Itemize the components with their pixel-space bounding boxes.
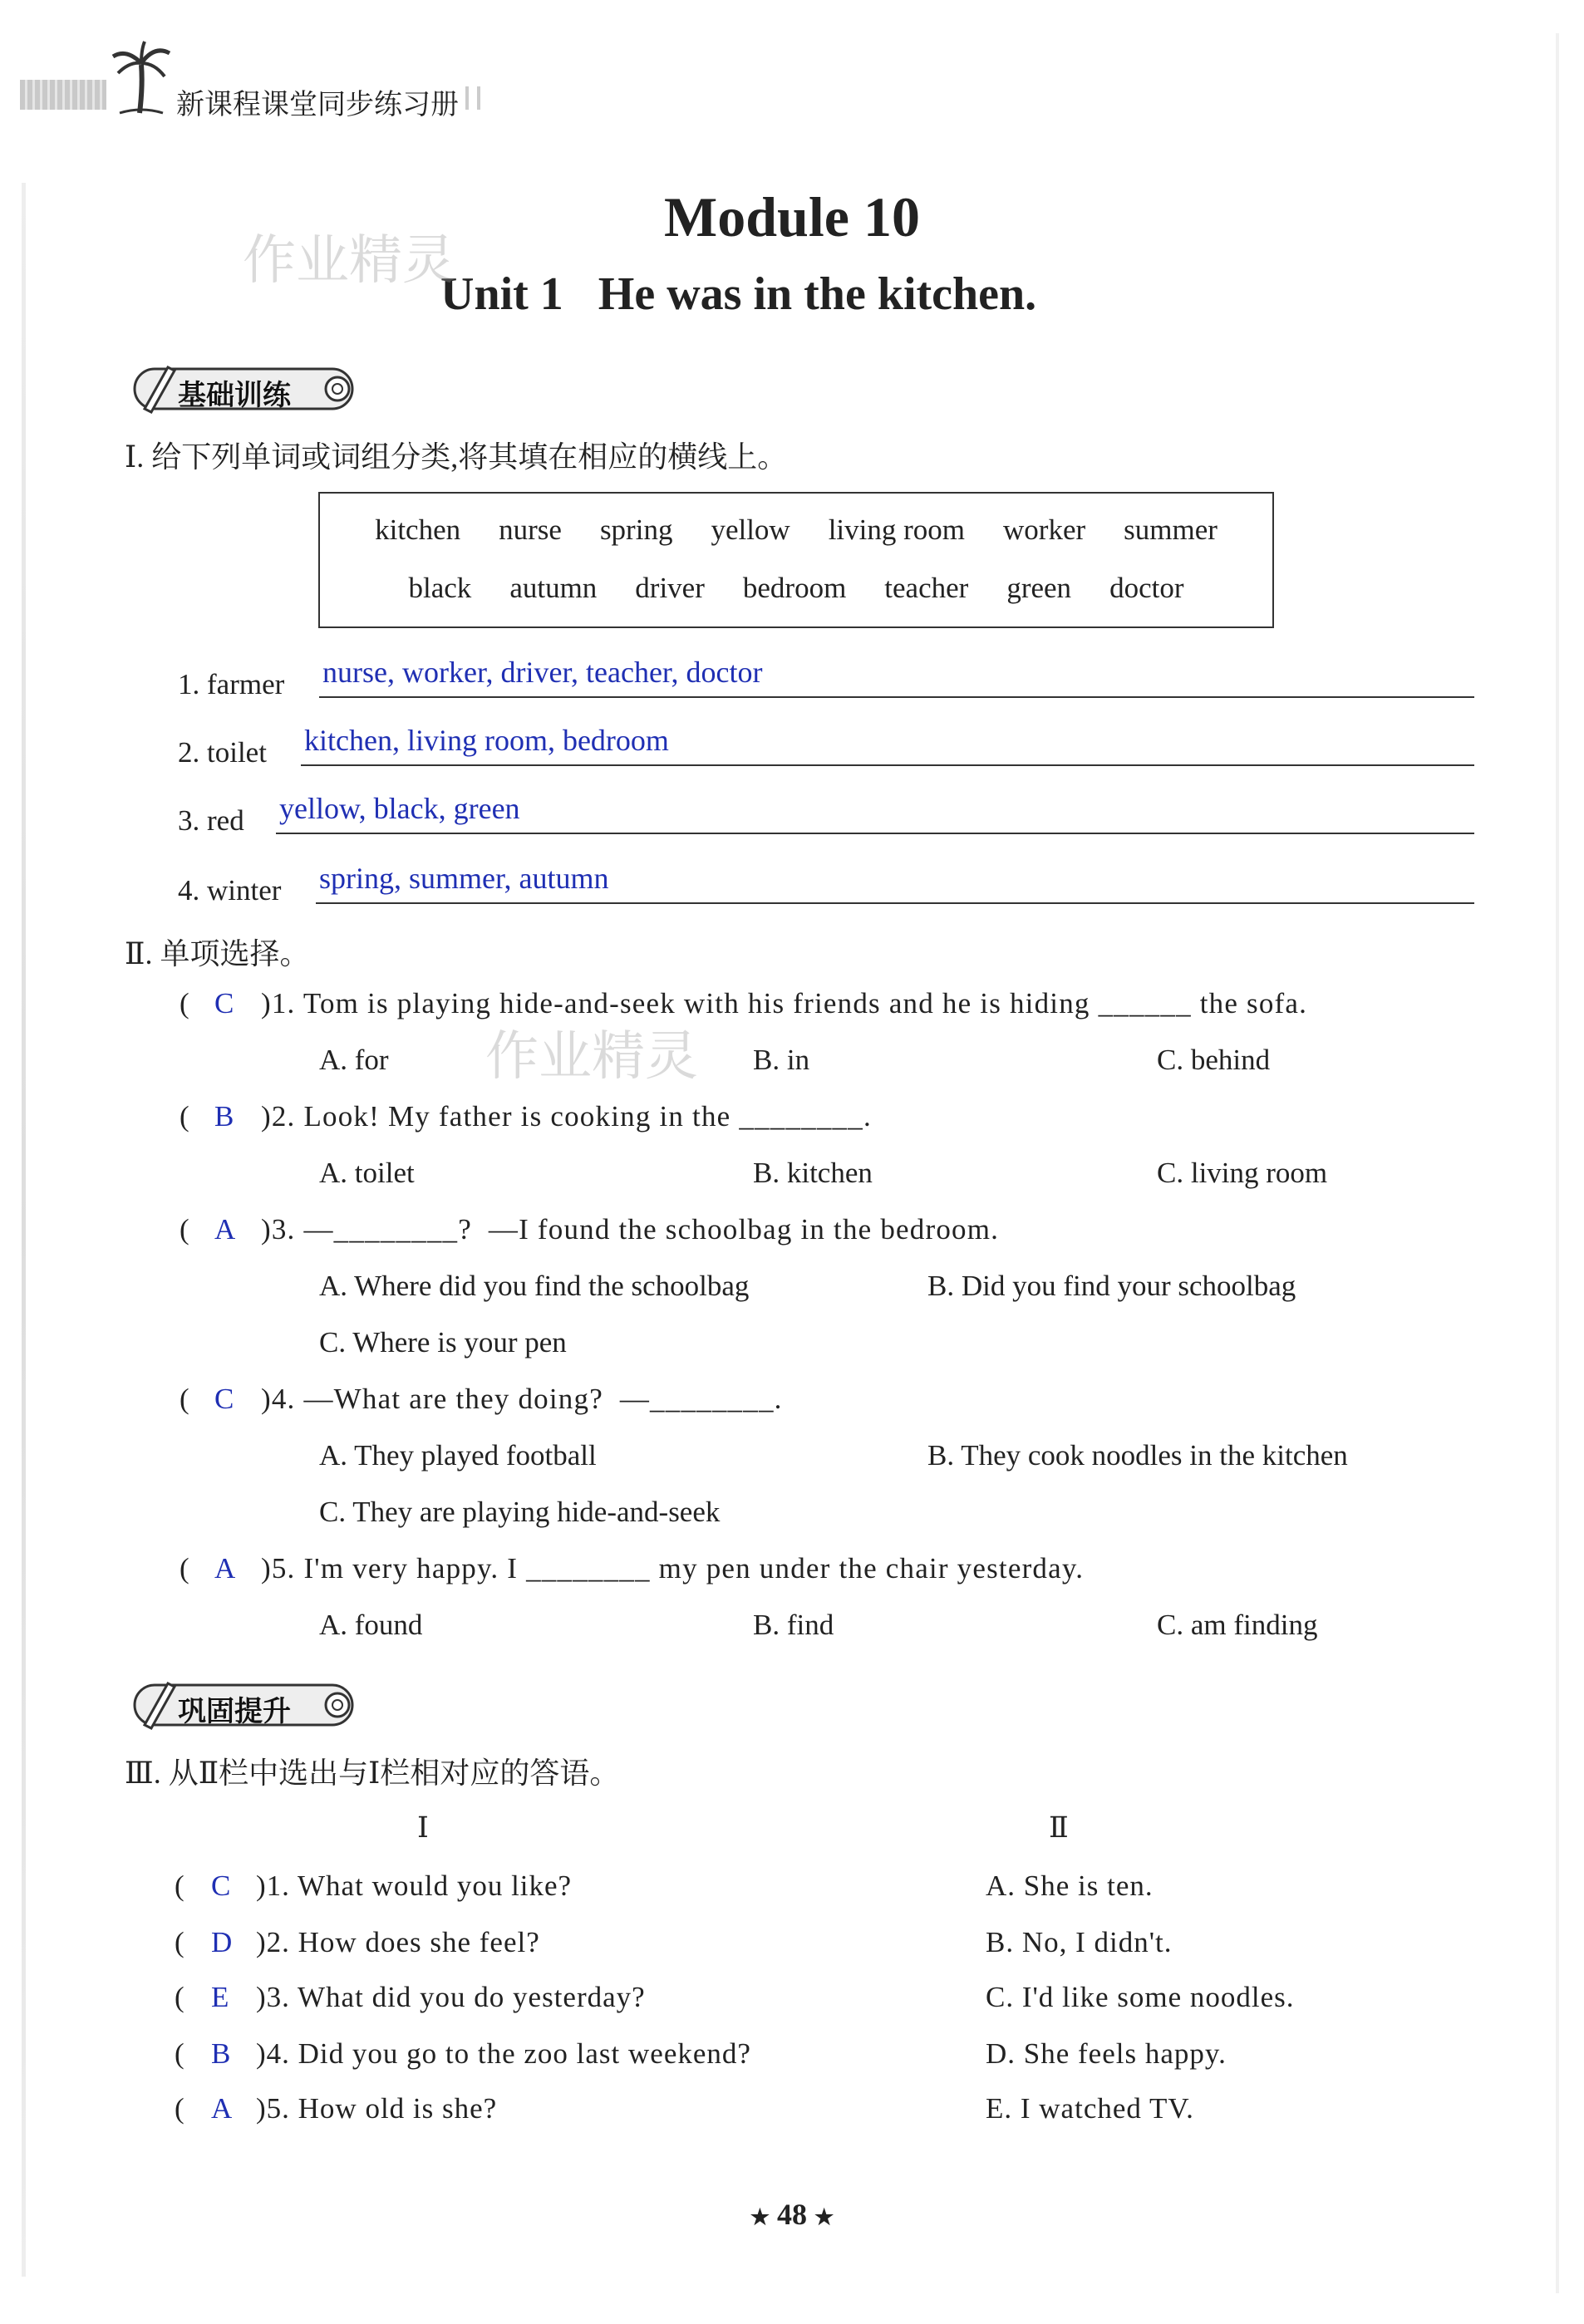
match-answer: E — [211, 1981, 229, 2013]
mcq-option: A. toilet — [319, 1157, 415, 1189]
match-answer: C — [211, 1870, 231, 1902]
word: bedroom — [742, 572, 847, 604]
paren-open: ( — [180, 987, 189, 1020]
section-badge-consolidate — [120, 1680, 361, 1730]
module-title: Module 10 — [664, 185, 920, 248]
mcq-option: C. living room — [1157, 1157, 1328, 1189]
match-reply: C. I'd like some noodles. — [986, 1981, 1295, 2013]
word: teacher — [884, 572, 969, 604]
answer-line — [319, 696, 1474, 698]
fill-item-label: 3. red — [178, 804, 244, 837]
mcq-option: B. Did you find your schoolbag — [927, 1270, 1296, 1302]
mcq-answer: C — [214, 987, 234, 1020]
fill-item-answer: spring, summer, autumn — [319, 862, 609, 895]
match-reply: B. No, I didn't. — [986, 1926, 1173, 1958]
match-question: )4. Did you go to the zoo last weekend? — [256, 2037, 751, 2070]
word: nurse — [499, 513, 562, 546]
page-edge-left — [22, 183, 26, 2277]
mcq-stem: )1. Tom is playing hide-and-seek with his friends and he is hiding ______ the sofa. — [261, 987, 1308, 1020]
unit-title: Unit 1 He was in the kitchen. — [440, 268, 1037, 320]
word: doctor — [1109, 572, 1184, 604]
paren-open: ( — [175, 1870, 184, 1902]
word-box-row-1 — [320, 513, 1272, 547]
mcq-option: B. in — [753, 1044, 810, 1076]
fill-item-label: 1. farmer — [178, 668, 285, 700]
match-question: )3. What did you do yesterday? — [256, 1981, 646, 2013]
word: black — [408, 572, 472, 604]
word-box-row-2 — [320, 572, 1272, 605]
mcq-option: B. kitchen — [753, 1157, 873, 1189]
match-reply: D. She feels happy. — [986, 2037, 1227, 2070]
mcq-option: B. find — [753, 1609, 834, 1641]
mcq-answer: B — [214, 1100, 234, 1133]
mcq-option: B. They cook noodles in the kitchen — [927, 1439, 1348, 1472]
answer-line — [316, 902, 1474, 904]
header-bar — [465, 86, 480, 110]
mcq-answer: A — [214, 1552, 236, 1585]
mcq-stem: )5. I'm very happy. I ________ my pen under the chair yesterday. — [261, 1552, 1085, 1585]
match-reply: A. She is ten. — [986, 1870, 1154, 1902]
watermark: 作业精灵 — [243, 230, 455, 292]
part3-heading: Ⅲ. 从Ⅱ栏中选出与Ⅰ栏相对应的答语。 — [125, 1757, 620, 1790]
mcq-option: A. They played football — [319, 1439, 597, 1472]
header-stripe — [20, 80, 106, 110]
match-answer: B — [211, 2037, 231, 2070]
paren-open: ( — [180, 1383, 189, 1415]
watermark: 作业精灵 — [485, 1026, 698, 1088]
word-box — [318, 492, 1274, 628]
mcq-answer: C — [214, 1383, 234, 1415]
star-icon: ★ — [814, 2205, 834, 2229]
word: autumn — [509, 572, 598, 604]
mcq-option: A. Where did you find the schoolbag — [319, 1270, 750, 1302]
column-2-head: Ⅱ — [1049, 1811, 1069, 1844]
column-1-head: Ⅰ — [417, 1811, 429, 1844]
mcq-option: C. am finding — [1157, 1609, 1318, 1641]
part1-heading: Ⅰ. 给下列单词或词组分类,将其填在相应的横线上。 — [125, 440, 788, 474]
page-number-value: 48 — [777, 2198, 807, 2231]
star-icon: ★ — [750, 2205, 770, 2229]
word: spring — [599, 513, 673, 546]
match-answer: D — [211, 1926, 233, 1958]
match-answer: A — [211, 2092, 233, 2125]
match-question: )1. What would you like? — [256, 1870, 573, 1902]
fill-item-label: 4. winter — [178, 874, 282, 907]
mcq-option: A. found — [319, 1609, 423, 1641]
page-edge-right — [1556, 33, 1559, 2293]
part2-heading: Ⅱ. 单项选择。 — [125, 937, 310, 970]
mcq-option: C. Where is your pen — [319, 1326, 567, 1359]
match-reply: E. I watched TV. — [986, 2092, 1194, 2125]
mcq-stem: )2. Look! My father is cooking in the ________. — [261, 1100, 872, 1133]
palm-tree-icon — [111, 40, 171, 115]
word: kitchen — [375, 513, 461, 546]
paren-open: ( — [175, 1981, 184, 2013]
match-question: )5. How old is she? — [256, 2092, 498, 2125]
page-number — [0, 2197, 1584, 2232]
mcq-stem: )3. —________? —I found the schoolbag in the bedroom. — [261, 1213, 1000, 1246]
section-basic-label: 基础训练 — [178, 379, 291, 412]
mcq-answer: A — [214, 1213, 236, 1246]
fill-item-label: 2. toilet — [178, 736, 267, 769]
paren-open: ( — [180, 1552, 189, 1585]
mcq-stem: )4. —What are they doing? —________. — [261, 1383, 783, 1415]
answer-line — [276, 833, 1474, 834]
book-title: 新课程课堂同步练习册 — [176, 88, 459, 121]
fill-item-answer: kitchen, living room, bedroom — [304, 724, 669, 757]
word: driver — [635, 572, 705, 604]
section-badge-basic — [120, 364, 361, 414]
paren-open: ( — [180, 1100, 189, 1133]
mcq-option: A. for — [319, 1044, 389, 1076]
paren-open: ( — [175, 2092, 184, 2125]
word: living room — [828, 513, 966, 546]
word: green — [1006, 572, 1072, 604]
mcq-option: C. They are playing hide-and-seek — [319, 1496, 721, 1528]
word: summer — [1124, 513, 1218, 546]
mcq-option: C. behind — [1157, 1044, 1271, 1076]
paren-open: ( — [175, 1926, 184, 1958]
fill-item-answer: nurse, worker, driver, teacher, doctor — [322, 656, 763, 689]
answer-line — [301, 764, 1474, 766]
word: yellow — [711, 513, 790, 546]
paren-open: ( — [180, 1213, 189, 1246]
paren-open: ( — [175, 2037, 184, 2070]
match-question: )2. How does she feel? — [256, 1926, 540, 1958]
section-consolidate-label: 巩固提升 — [178, 1695, 291, 1728]
fill-item-answer: yellow, black, green — [279, 792, 520, 825]
word: worker — [1003, 513, 1086, 546]
